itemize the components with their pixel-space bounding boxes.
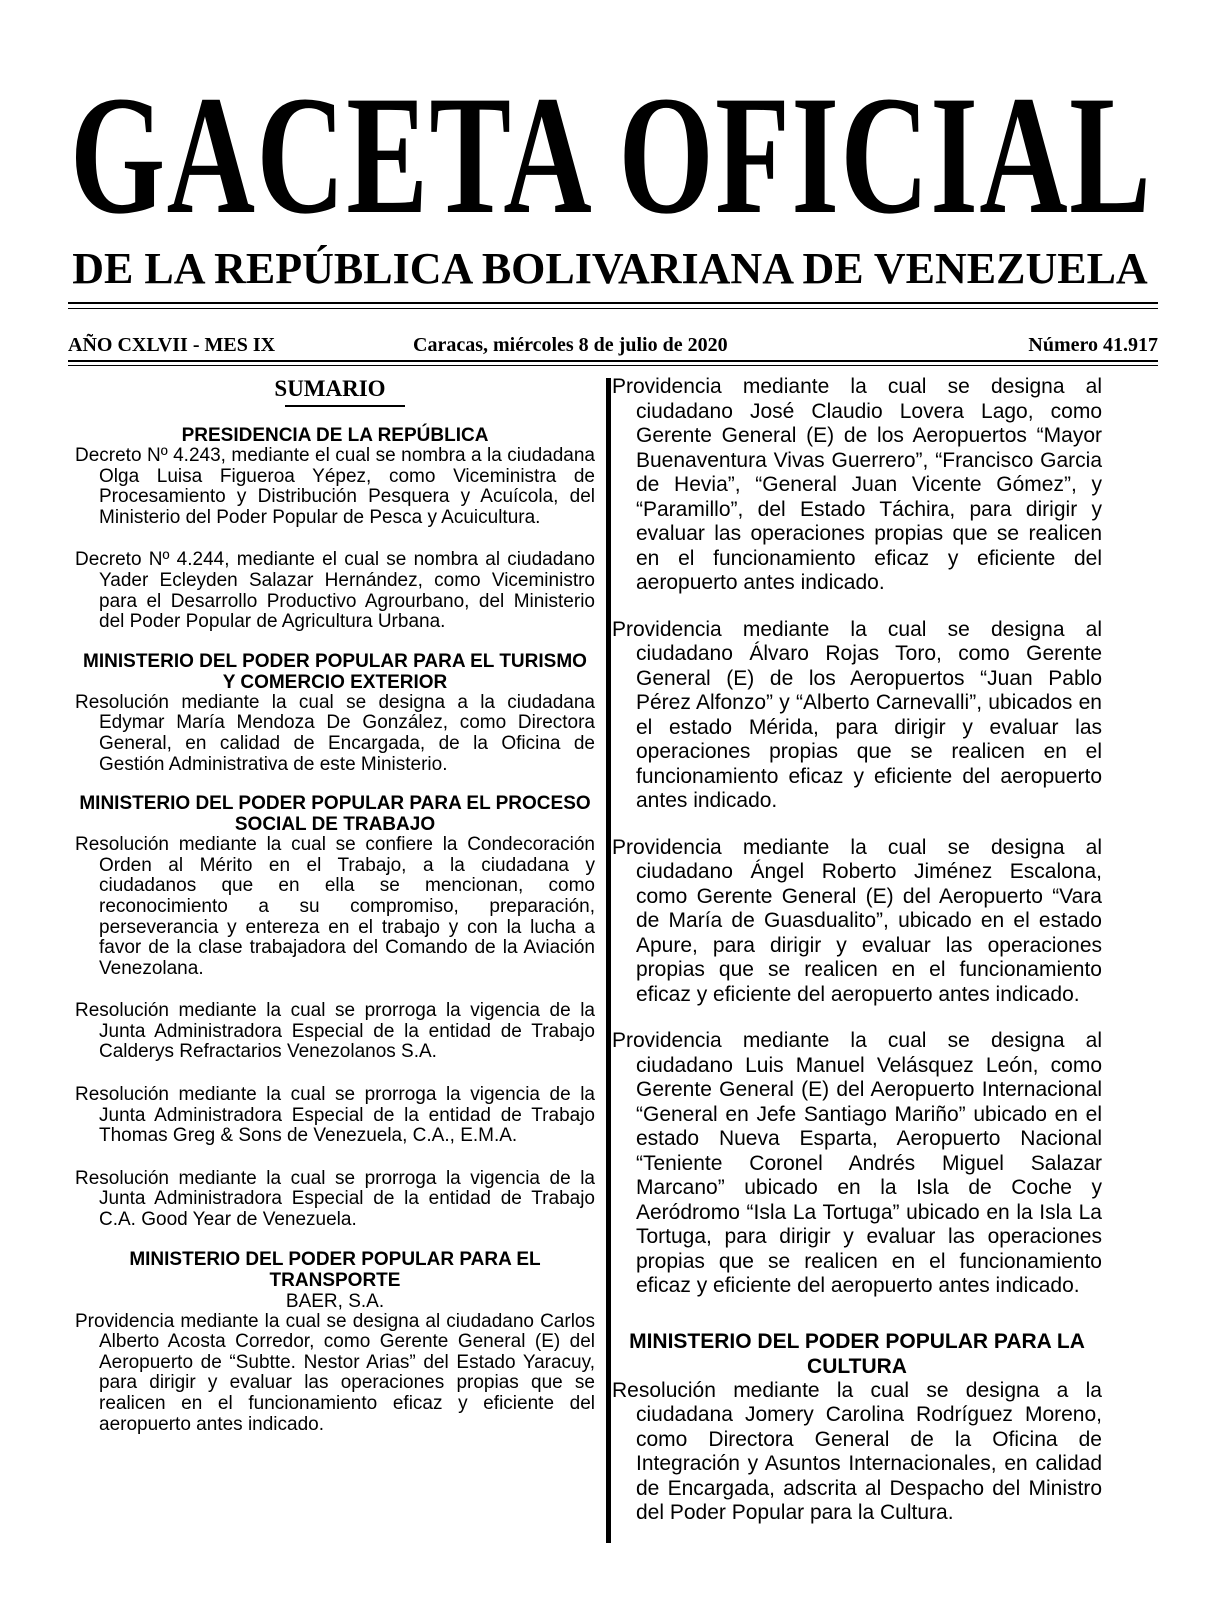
masthead	[60, 61, 1160, 294]
summary-entry: Providencia mediante la cual se designa al ciudadano Ángel Roberto Jiménez Escalona, como Gerente General (E) del Aeropuerto “Vara de María de Guasdualito”, ubicado en el estado Apure, para dirigir y evaluar las operaciones propias que se realicen en el funcionamiento eficaz y eficiente del aeropuerto antes indicado.	[612, 835, 1102, 1006]
summary-entry: Resolución mediante la cual se designa a la ciudadana Edymar María Mendoza De González, como Directora General, en calidad de Encargada, de la Oficina de Gestión Administrativa de este Ministerio.	[75, 691, 595, 775]
summary-entry: Resolución mediante la cual se confiere la Condecoración Orden al Mérito en el Trabajo, a la ciudadana y ciudadanos que en ella se mencionan, como reconocimiento a su compromiso, preparación, perseverancia y entereza en el trabajo y con la lucha a favor de la clase trabajadora del Comando de la Aviación Venezolana.	[75, 834, 595, 979]
entity-heading: BAER, S.A.	[285, 1290, 385, 1312]
summary-entry: Providencia mediante la cual se designa al ciudadano Luis Manuel Velásquez León, como Gerente General (E) del Aeropuerto Internacional “General en Jefe Santiago Mariño” ubicado en el estado Nueva Esparta, Aeropuerto Nacional “Teniente Coronel Andrés Miguel Salazar Marcano” ubicado en la Isla de Coche y Aeródromo “Isla La Tortuga” ubicado en la Isla La Tortuga, para dirigir y evaluar las operaciones propias que se realicen en el funcionamiento eficaz y eficiente del aeropuerto antes indicado.	[612, 1029, 1102, 1297]
summary-heading: SUMARIO	[274, 376, 386, 401]
summary-column-left	[75, 375, 595, 1435]
summary-entry: Decreto Nº 4.243, mediante el cual se nombra a la ciudadana Olga Luisa Figueroa Yépez, como Viceministra de Procesamiento y Distribución Pesquera y Acuícola, del Ministerio del Poder Popular de Pesca y Acuicultura.	[75, 445, 595, 528]
ministry-heading: PRESIDENCIA DE LA REPÚBLICA	[181, 425, 489, 446]
gazette-title: GACETA OFICIAL	[70, 61, 1153, 249]
header-rule-top	[68, 302, 1158, 304]
summary-column-right	[612, 375, 1102, 1526]
ministry-heading: MINISTERIO DEL PODER POPULAR PARA EL TRANSPORTE	[129, 1248, 541, 1291]
summary-entry: Resolución mediante la cual se prorroga la vigencia de la Junta Administradora Especial de la entidad de Trabajo Calderys Refractarios Venezolanos S.A.	[75, 1000, 595, 1063]
ministry-heading: MINISTERIO DEL PODER POPULAR PARA LA CULTURA	[629, 1329, 1085, 1378]
issue-year-month: AÑO CXLVII - MES IX	[68, 334, 276, 356]
summary-entry: Providencia mediante la cual se designa al ciudadano Álvaro Rojas Toro, como Gerente General (E) de los Aeropuertos “Juan Pablo Pérez Alfonzo” y “Alberto Carnevalli”, ubicados en el estado Mérida, para dirigir y evaluar las operaciones propias que se realicen en el funcionamiento eficaz y eficiente del aeropuerto antes indicado.	[612, 617, 1102, 812]
ministry-heading: MINISTERIO DEL PODER POPULAR PARA EL PROCESO SOCIAL DE TRABAJO	[79, 793, 591, 836]
summary-entry: Providencia mediante la cual se designa al ciudadano Carlos Alberto Acosta Corredor, como Gerente General (E) del Aeropuerto de “Subtte. Nestor Arias” del Estado Yaracuy, para dirigir y evaluar las operaciones propias que se realicen en el funcionamiento eficaz y eficiente del aeropuerto antes indicado.	[75, 1310, 595, 1435]
header-rule-bottom	[68, 360, 1158, 362]
issue-number: Número 41.917	[1028, 334, 1158, 356]
summary-heading-underline	[285, 405, 405, 407]
summary-entry: Resolución mediante la cual se designa a la ciudadana Jomery Carolina Rodríguez Moreno, como Directora General de la Oficina de Integración y Asuntos Internacionales, en calidad de Encargada, adscrita al Despacho del Ministro del Poder Popular para la Cultura.	[612, 1378, 1102, 1524]
ministry-heading: MINISTERIO DEL PODER POPULAR PARA EL TURISMO Y COMERCIO EXTERIOR	[83, 650, 587, 693]
summary-entry: Resolución mediante la cual se prorroga la vigencia de la Junta Administradora Especial de la entidad de Trabajo Thomas Greg & Sons de Venezuela, C.A., E.M.A.	[75, 1084, 595, 1147]
summary-entry: Resolución mediante la cual se prorroga la vigencia de la Junta Administradora Especial de la entidad de Trabajo C.A. Good Year de Venezuela.	[75, 1167, 595, 1231]
gazette-subtitle: DE LA REPÚBLICA BOLIVARIANA DE VENEZUELA	[72, 244, 1148, 293]
summary-entry: Providencia mediante la cual se designa al ciudadano José Claudio Lovera Lago, como Gerente General (E) de los Aeropuertos “Mayor Buenaventura Vivas Guerrero”, “Francisco Garcia de Hevia”, “General Juan Vicente Gómez”, y “Paramillo”, del Estado Táchira, para dirigir y evaluar las operaciones propias que se realicen en el funcionamiento eficaz y eficiente del aeropuerto antes indicado.	[612, 375, 1102, 594]
issue-date: Caracas, miércoles 8 de julio de 2020	[413, 334, 728, 356]
summary-entry: Decreto Nº 4.244, mediante el cual se nombra al ciudadano Yader Ecleyden Salazar Hernández, como Viceministro para el Desarrollo Productivo Agrourbano, del Ministerio del Poder Popular de Agricultura Urbana.	[75, 549, 595, 633]
column-divider	[606, 378, 611, 1543]
header-rule-thin	[68, 308, 1158, 309]
header-rule-bottom-thin	[68, 365, 1158, 366]
